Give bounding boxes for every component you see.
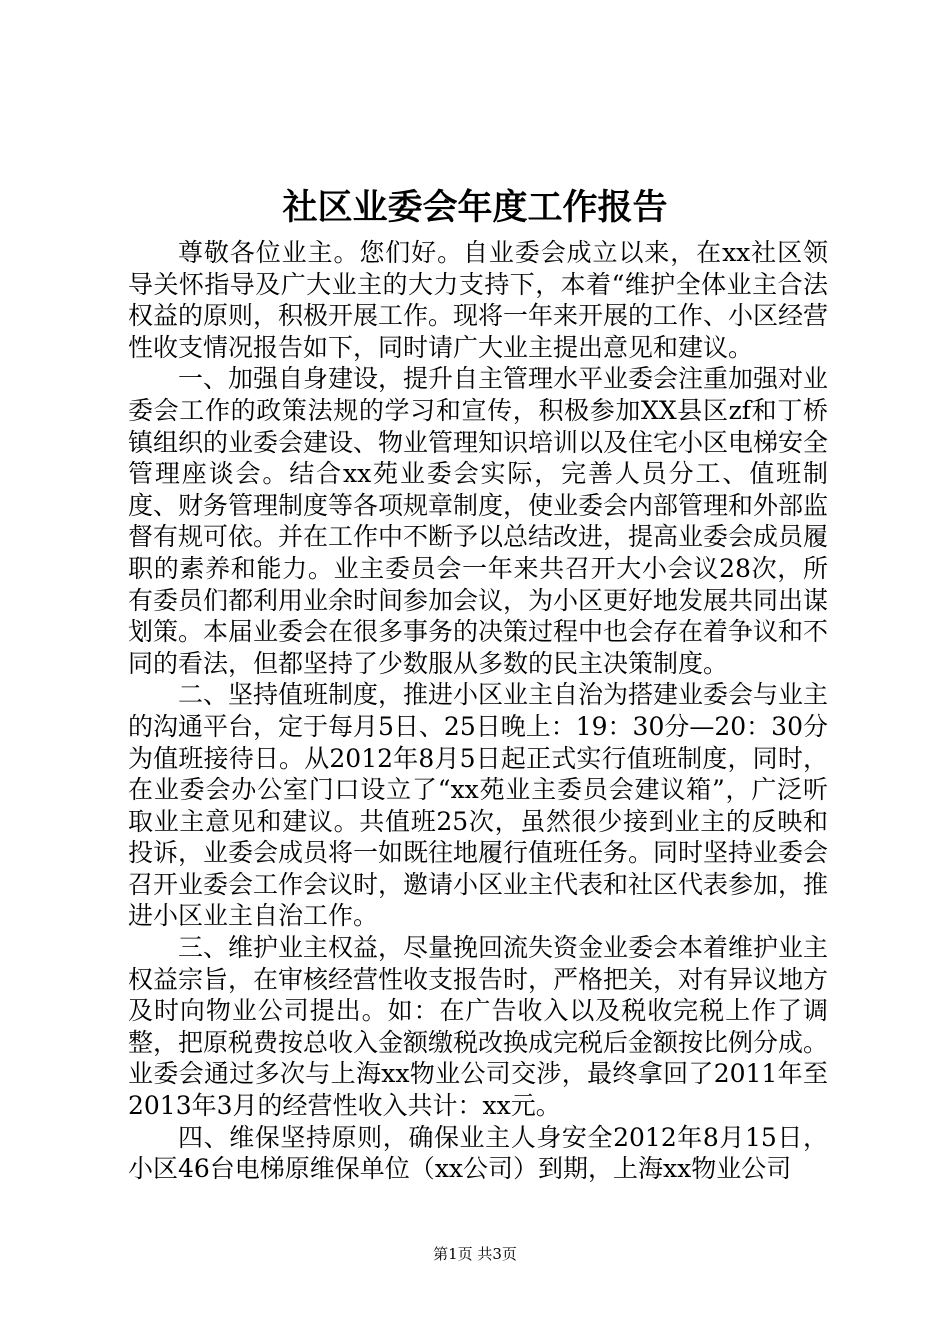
page-number-footer: 第1页 共3页 (433, 1245, 517, 1263)
paragraph-intro: 尊敬各位业主。您们好。自业委会成立以来，在xx社区领导关怀指导及广大业主的大力支持下，本着“维护全体业主合法权益的原则，积极开展工作。现将一年来开展的工作、小区经营性收支情况报告如下，同时请广大业主提出意见和建议。 (128, 238, 829, 362)
paragraph-section-1: 一、加强自身建设，提升自主管理水平业委会注重加强对业委会工作的政策法规的学习和宣传，积极参加XX县区zf和丁桥镇组织的业委会建设、物业管理知识培训以及住宅小区电梯安全管理座谈会。结合xx苑业委会实际，完善人员分工、值班制度、财务管理制度等各项规章制度，使业委会内部管理和外部监督有规可依。并在工作中不断予以总结改进，提高业委会成员履职的素养和能力。业主委员会一年来共召开大小会议28次，所有委员们都利用业余时间参加会议，为小区更好地发展共同出谋划策。本届业委会在很多事务的决策过程中也会存在着争议和不同的看法，但都坚持了少数服从多数的民主决策制度。 (128, 364, 829, 678)
paragraph-section-4: 四、维保坚持原则，确保业主人身安全2012年8月15日，小区46台电梯原维保单位（xx公司）到期，上海xx物业公司 (128, 1122, 828, 1184)
paragraph-section-3: 三、维护业主权益，尽量挽回流失资金业委会本着维护业主权益宗旨，在审核经营性收支报告时，严格把关，对有异议地方及时向物业公司提出。如：在广告收入以及税收完税上作了调整，把原税费按总收入金额缴税改换成完税后金额按比例分成。业委会通过多次与上海xx物业公司交涉，最终拿回了2011年至2013年3月的经营性收入共计：xx元。 (128, 933, 829, 1121)
document-body (128, 237, 828, 1185)
document-title: 社区业委会年度工作报告 (282, 187, 668, 228)
paragraph-section-2: 二、坚持值班制度，推进小区业主自治为搭建业委会与业主的沟通平台，定于每月5日、25日晚上：19：30分—20：30分为值班接待日。从2012年8月5日起正式实行值班制度，同时，在业委会办公室门口设立了“xx苑业主委员会建议箱”，广泛听取业主意见和建议。共值班25次，虽然很少接到业主的反映和投诉，业委会成员将一如既往地履行值班任务。同时坚持业委会召开业委会工作会议时，邀请小区业主代表和社区代表参加，推进小区业主自治工作。 (128, 680, 829, 931)
